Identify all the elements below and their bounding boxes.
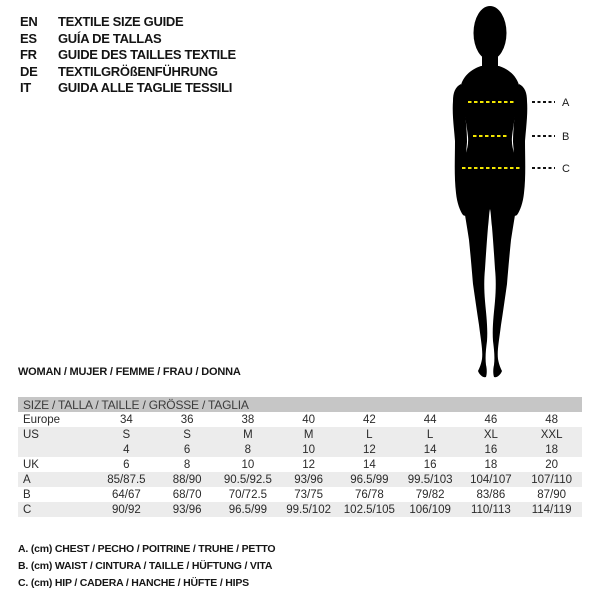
size-cell: 16: [484, 443, 498, 456]
language-row: [20, 47, 236, 64]
legend-line: A. (cm) CHEST / PECHO / POITRINE / TRUHE / PETTO: [18, 543, 276, 555]
size-table-header: SIZE / TALLA / TAILLE / GRÖSSE / TAGLIA: [18, 397, 582, 412]
table-row: [18, 457, 582, 472]
size-cell: 14: [423, 443, 437, 456]
guide-title: GUIDE DES TAILLES TEXTILE: [58, 47, 236, 63]
row-label: B: [23, 488, 31, 501]
language-code: DE: [20, 63, 38, 79]
size-cell: 6: [183, 443, 191, 456]
size-cell: 93/96: [294, 473, 324, 486]
size-cell: 64/67: [111, 488, 141, 501]
guide-title: GUÍA DE TALLAS: [58, 30, 162, 46]
silhouette-body: [459, 64, 522, 377]
size-cell: 106/109: [409, 503, 451, 516]
size-table-body: [18, 412, 582, 517]
size-cell: 34: [119, 413, 133, 426]
size-cell: 46: [484, 413, 498, 426]
table-row: [18, 412, 582, 427]
size-cell: 107/110: [531, 473, 572, 486]
size-cell: 93/96: [172, 503, 202, 516]
size-cell: 18: [545, 443, 559, 456]
woman-silhouette: [453, 6, 528, 377]
size-cell: 79/82: [415, 488, 445, 501]
size-cell: 8: [183, 458, 191, 471]
size-cell: 6: [123, 458, 130, 471]
size-cell: 68/70: [172, 488, 202, 501]
marker-label-b: B: [562, 131, 570, 143]
language-code: FR: [20, 47, 37, 63]
guide-title: TEXTILE SIZE GUIDE: [58, 14, 184, 29]
size-cell: S: [122, 428, 131, 441]
size-cell: 48: [545, 413, 559, 426]
size-cell: L: [426, 428, 434, 441]
size-cell: 70/72.5: [228, 488, 268, 501]
size-cell: M: [303, 428, 314, 441]
marker-label-a: A: [562, 97, 570, 109]
size-cell: 96.5/99: [350, 473, 389, 486]
woman-silhouette-figure: [428, 0, 600, 385]
language-code: EN: [20, 14, 38, 29]
size-table: [18, 397, 582, 517]
size-cell: 12: [302, 458, 316, 471]
language-row: [20, 80, 236, 97]
table-row: [18, 502, 582, 517]
table-row: [18, 487, 582, 502]
row-label: A: [23, 473, 31, 486]
size-cell: 8: [244, 443, 252, 456]
table-row: [18, 427, 582, 442]
size-cell: 44: [423, 413, 437, 426]
language-row: [20, 31, 236, 48]
size-cell: XXL: [540, 428, 563, 441]
size-cell: 42: [362, 413, 376, 426]
size-cell: 99.5/103: [407, 473, 453, 486]
size-cell: S: [183, 428, 191, 441]
size-cell: 40: [302, 413, 316, 426]
size-cell: 36: [180, 413, 194, 426]
size-cell: L: [366, 428, 373, 441]
size-cell: 10: [241, 458, 255, 471]
language-row: [20, 14, 236, 31]
row-label: C: [23, 503, 32, 516]
size-cell: 73/75: [294, 488, 324, 501]
size-cell: XL: [483, 428, 498, 441]
size-cell: 38: [241, 413, 255, 426]
size-cell: 87/90: [537, 488, 567, 501]
size-cell: M: [243, 428, 253, 441]
row-label: UK: [23, 458, 39, 471]
table-row: [18, 442, 582, 457]
measurement-legend: [18, 541, 275, 593]
language-code: ES: [20, 30, 37, 46]
size-cell: 14: [362, 458, 376, 471]
language-code: IT: [20, 80, 31, 96]
size-cell: 102.5/105: [343, 503, 395, 516]
table-title: WOMAN / MUJER / FEMME / FRAU / DONNA: [18, 366, 241, 378]
language-row: [20, 64, 236, 81]
size-cell: 88/90: [172, 473, 202, 486]
marker-label-c: C: [562, 163, 570, 175]
language-list: [20, 14, 236, 97]
size-cell: 16: [423, 458, 437, 471]
guide-title: TEXTILGRÖßENFÜHRUNG: [58, 63, 218, 79]
size-cell: 90.5/92.5: [223, 473, 272, 486]
size-cell: 18: [484, 458, 498, 471]
size-cell: 110/113: [470, 503, 511, 516]
size-cell: 12: [362, 443, 376, 456]
guide-title: GUIDA ALLE TAGLIE TESSILI: [58, 80, 233, 96]
size-cell: 104/107: [470, 473, 512, 486]
figure-area: [428, 0, 600, 385]
size-cell: 96.5/99: [228, 503, 268, 516]
row-label: Europe: [23, 413, 61, 426]
size-cell: 4: [123, 443, 130, 456]
size-cell: 99.5/102: [286, 503, 331, 516]
size-cell: 114/119: [531, 503, 572, 516]
size-cell: 10: [302, 443, 316, 456]
legend-line: B. (cm) WAIST / CINTURA / TAILLE / HÜFTUNG / VITA: [18, 560, 273, 573]
size-cell: 20: [545, 458, 559, 471]
size-cell: 76/78: [354, 488, 384, 501]
legend-line: C. (cm) HIP / CADERA / HANCHE / HÜFTE / HIPS: [18, 577, 249, 590]
row-label: US: [23, 428, 39, 441]
size-cell: 83/86: [476, 488, 506, 501]
size-cell: 85/87.5: [107, 473, 146, 486]
size-cell: 90/92: [111, 503, 141, 516]
table-row: [18, 472, 582, 487]
